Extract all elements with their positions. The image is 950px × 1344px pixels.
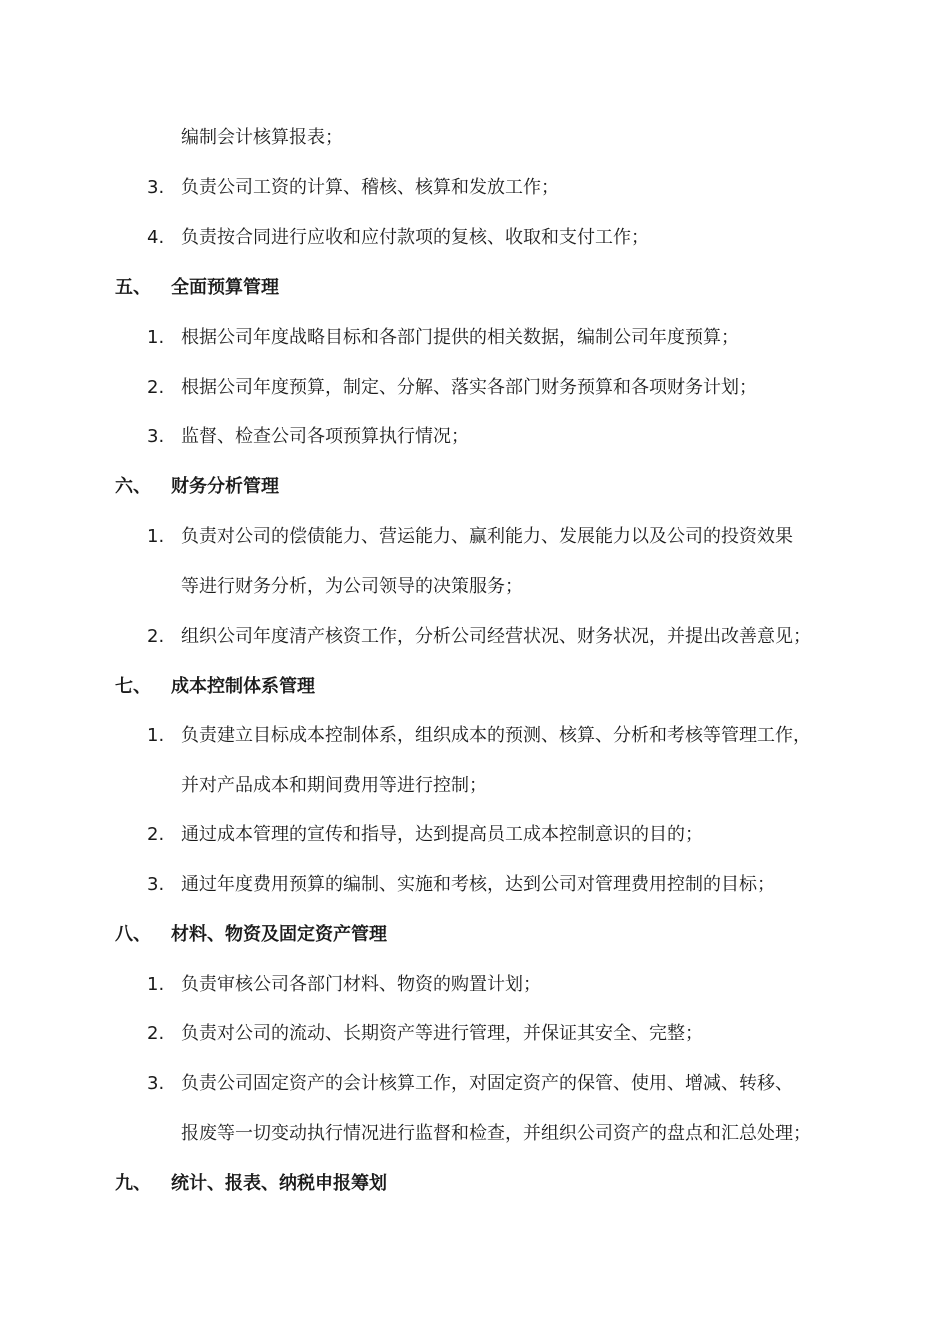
item-number: 2. (147, 626, 165, 647)
item-number: 4. (147, 227, 165, 248)
section-number: 六、 (115, 476, 151, 497)
item-text: 报废等一切变动执行情况进行监督和检查，并组织公司资产的盘点和汇总处理； (181, 1123, 811, 1144)
item-text: 负责公司固定资产的会计核算工作，对固定资产的保管、使用、增减、转移、 (181, 1073, 793, 1094)
item-number: 2. (147, 1023, 165, 1044)
item-number: 3. (147, 426, 165, 447)
item-text: 负责按合同进行应收和应付款项的复核、收取和支付工作； (181, 227, 649, 248)
item-number: 1. (147, 725, 165, 746)
section-title: 成本控制体系管理 (171, 676, 315, 697)
item-text: 并对产品成本和期间费用等进行控制； (181, 775, 487, 796)
item-text: 编制会计核算报表； (181, 127, 343, 148)
section-title: 全面预算管理 (171, 277, 279, 298)
item-text: 负责对公司的流动、长期资产等进行管理，并保证其安全、完整； (181, 1023, 703, 1044)
section-number: 八、 (115, 924, 151, 945)
item-text: 监督、检查公司各项预算执行情况； (181, 426, 469, 447)
section-number: 五、 (115, 277, 151, 298)
item-text: 等进行财务分析，为公司领导的决策服务； (181, 576, 523, 597)
item-text: 负责对公司的偿债能力、营运能力、赢利能力、发展能力以及公司的投资效果 (181, 526, 793, 547)
section-number: 七、 (115, 676, 151, 697)
item-number: 3. (147, 177, 165, 198)
item-text: 通过年度费用预算的编制、实施和考核，达到公司对管理费用控制的目标； (181, 874, 775, 895)
item-text: 组织公司年度清产核资工作，分析公司经营状况、财务状况，并提出改善意见； (181, 626, 811, 647)
item-text: 根据公司年度战略目标和各部门提供的相关数据，编制公司年度预算； (181, 327, 739, 348)
item-number: 2. (147, 824, 165, 845)
item-number: 1. (147, 327, 165, 348)
item-number: 3. (147, 874, 165, 895)
item-text: 根据公司年度预算，制定、分解、落实各部门财务预算和各项财务计划； (181, 377, 757, 398)
item-number: 2. (147, 377, 165, 398)
section-title: 财务分析管理 (171, 476, 279, 497)
item-number: 1. (147, 526, 165, 547)
item-number: 1. (147, 974, 165, 995)
section-title: 材料、物资及固定资产管理 (171, 924, 387, 945)
section-number: 九、 (115, 1173, 151, 1194)
item-text: 负责审核公司各部门材料、物资的购置计划； (181, 974, 541, 995)
item-text: 负责建立目标成本控制体系，组织成本的预测、核算、分析和考核等管理工作， (181, 725, 811, 746)
section-title: 统计、报表、纳税申报筹划 (171, 1173, 387, 1194)
item-text: 通过成本管理的宣传和指导，达到提高员工成本控制意识的目的； (181, 824, 703, 845)
item-number: 3. (147, 1073, 165, 1094)
item-text: 负责公司工资的计算、稽核、核算和发放工作； (181, 177, 559, 198)
